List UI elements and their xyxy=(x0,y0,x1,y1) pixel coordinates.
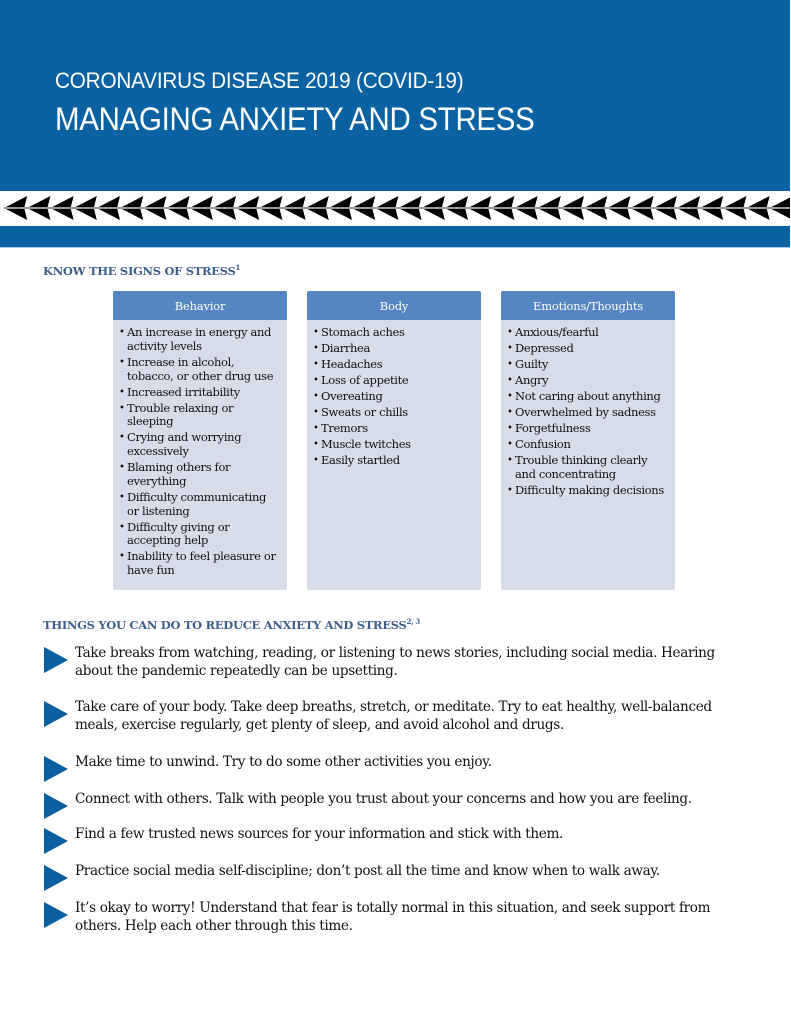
page-title: MANAGING ANXIETY AND STRESS xyxy=(55,101,535,137)
sign-list-item: • Loss of appetite xyxy=(314,374,475,388)
tips-heading-footnote: 2, 3 xyxy=(406,617,420,626)
sign-list-item: • Tremors xyxy=(314,422,475,436)
header-stripe-divider xyxy=(0,247,790,248)
sign-list-item: • Easily startled xyxy=(314,454,475,468)
decorative-arrow-band xyxy=(0,191,790,226)
tip-text: Practice social media self-discipline; don’t post all the time and know when to walk away. xyxy=(75,863,660,879)
sign-list-item: • Difficulty giving or accepting help xyxy=(120,521,281,549)
sign-list-item: • Headaches xyxy=(314,358,475,372)
signs-card-behavior xyxy=(113,291,287,590)
card-list xyxy=(307,320,481,468)
triangle-bullet-icon xyxy=(44,902,68,928)
tips-heading xyxy=(43,617,420,632)
sign-list-item: • Increase in alcohol, tobacco, or other drug use xyxy=(120,356,281,384)
card-list xyxy=(501,320,675,497)
triangle-bullet-icon xyxy=(44,793,68,819)
sign-list-item: • Stomach aches xyxy=(314,326,475,340)
signs-heading xyxy=(43,263,240,278)
tip-text: Take breaks from watching, reading, or listening to news stories, including social media. Hearing about the pandemic repeatedly can be upsetting. xyxy=(75,645,715,679)
tip-text: Make time to unwind. Try to do some other activities you enjoy. xyxy=(75,754,492,770)
header-stripe xyxy=(0,226,790,247)
sign-list-item: • Anxious/fearful xyxy=(508,326,669,340)
sign-list-item: • Diarrhea xyxy=(314,342,475,356)
sign-list-item: • Difficulty making decisions xyxy=(508,484,669,498)
tip-text: Connect with others. Talk with people you trust about your concerns and how you are feeling. xyxy=(75,791,692,807)
sign-list-item: • Overwhelmed by sadness xyxy=(508,406,669,420)
sign-list-item: • Increased irritability xyxy=(120,386,281,400)
triangle-bullet-icon xyxy=(44,828,68,854)
triangle-bullet-icon xyxy=(44,647,68,673)
signs-heading-text: KNOW THE SIGNS OF STRESS xyxy=(43,263,236,278)
sign-list-item: • Depressed xyxy=(508,342,669,356)
triangle-bullet-icon xyxy=(44,701,68,727)
sign-list-item: • Muscle twitches xyxy=(314,438,475,452)
sign-list-item: • Trouble relaxing or sleeping xyxy=(120,402,281,430)
sign-list-item: • An increase in energy and activity levels xyxy=(120,326,281,354)
tips-heading-text: THINGS YOU CAN DO TO REDUCE ANXIETY AND STRESS xyxy=(43,617,407,632)
sign-list-item: • Confusion xyxy=(508,438,669,452)
card-header: Body xyxy=(307,291,481,320)
header-subtitle: CORONAVIRUS DISEASE 2019 (COVID-19) xyxy=(55,68,464,93)
signs-card-body xyxy=(307,291,481,590)
tip-text: It’s okay to worry! Understand that fear is totally normal in this situation, and seek support from others. Help each other through this time. xyxy=(75,900,711,934)
triangle-bullet-icon xyxy=(44,756,68,782)
card-header: Emotions/Thoughts xyxy=(501,291,675,320)
sign-list-item: • Forgetfulness xyxy=(508,422,669,436)
header-banner xyxy=(0,0,790,191)
sign-list-item: • Angry xyxy=(508,374,669,388)
sign-list-item: • Overeating xyxy=(314,390,475,404)
sign-list-item: • Guilty xyxy=(508,358,669,372)
sign-list-item: • Inability to feel pleasure or have fun xyxy=(120,550,281,578)
sign-list-item: • Blaming others for everything xyxy=(120,461,281,489)
sign-list-item: • Crying and worrying excessively xyxy=(120,431,281,459)
signs-card-emotions xyxy=(501,291,675,590)
triangle-bullet-icon xyxy=(44,865,68,891)
sign-list-item: • Trouble thinking clearly and concentrating xyxy=(508,454,669,482)
sign-list-item: • Difficulty communicating or listening xyxy=(120,491,281,519)
arrowhead-pattern-icon xyxy=(0,191,790,226)
sign-list-item: • Not caring about anything xyxy=(508,390,669,404)
card-header: Behavior xyxy=(113,291,287,320)
card-list xyxy=(113,320,287,578)
tip-text: Find a few trusted news sources for your information and stick with them. xyxy=(75,826,563,842)
signs-heading-footnote: 1 xyxy=(235,263,241,272)
tip-text: Take care of your body. Take deep breaths, stretch, or meditate. Try to eat healthy, well-balanced meals, exercise regularly, get plenty of sleep, and avoid alcohol and drugs. xyxy=(75,699,712,733)
sign-list-item: • Sweats or chills xyxy=(314,406,475,420)
